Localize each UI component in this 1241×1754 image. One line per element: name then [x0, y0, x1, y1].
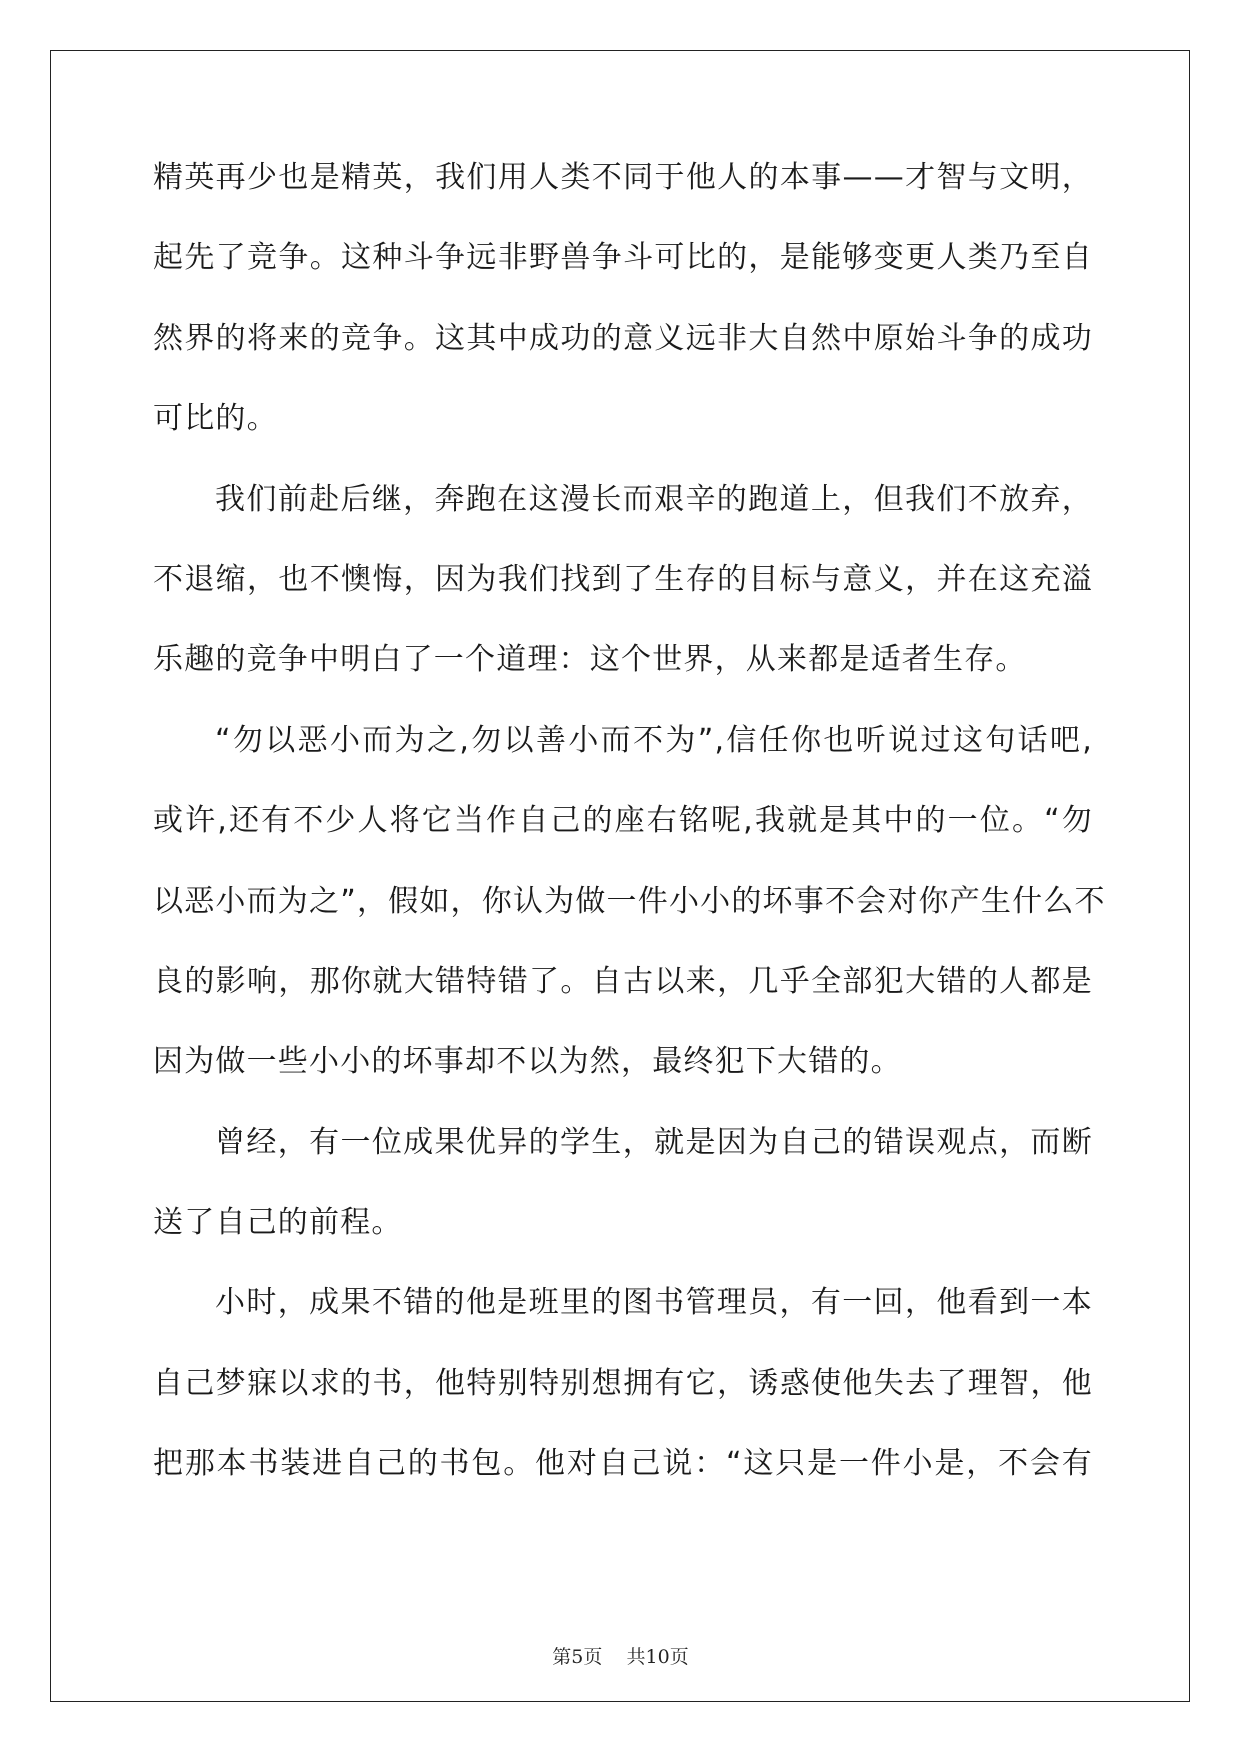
page-footer [0, 1642, 1241, 1669]
footer-spacer [602, 1646, 626, 1668]
text-line: 或许,还有不少人将它当作自己的座右铭呢,我就是其中的一位。“勿 [153, 803, 1093, 839]
text-line: 曾经，有一位成果优异的学生，就是因为自己的错误观点，而断 [215, 1124, 1093, 1160]
text-line: 我们前赴后继，奔跑在这漫长而艰辛的跑道上，但我们不放弃， [215, 481, 1093, 517]
text-line: 送了自己的前程。 [153, 1205, 403, 1241]
text-line: 把那本书装进自己的书包。他对自己说：“这只是一件小是，不会有 [153, 1446, 1093, 1482]
text-line: 不退缩，也不懊悔，因为我们找到了生存的目标与意义，并在这充溢 [153, 561, 1093, 597]
text-line: 精英再少也是精英，我们用人类不同于他人的本事——才智与文明， [153, 160, 1093, 195]
text-line: 自己梦寐以求的书，他特别特别想拥有它，诱惑使他失去了理智，他 [153, 1365, 1093, 1401]
text-line: 因为做一些小小的坏事却不以为然，最终犯下大错的。 [153, 1044, 902, 1080]
text-line: 可比的。 [153, 401, 278, 437]
text-line: 良的影响，那你就大错特错了。自古以来，几乎全部犯大错的人都是 [153, 963, 1093, 999]
text-line: 乐趣的竞争中明白了一个道理：这个世界，从来都是适者生存。 [153, 642, 1027, 678]
text-line: “勿以恶小而为之,勿以善小而不为”,信任你也听说过这句话吧, [215, 722, 1093, 758]
text-line: 然界的将来的竞争。这其中成功的意义远非大自然中原始斗争的成功 [153, 320, 1093, 356]
total-pages: 共10页 [626, 1646, 689, 1668]
text-line: 以恶小而为之”，假如，你认为做一件小小的坏事不会对你产生什么不 [153, 883, 1106, 919]
page-number: 第5页 [552, 1646, 603, 1668]
text-line: 小时，成果不错的他是班里的图书管理员，有一回，他看到一本 [215, 1285, 1093, 1321]
text-line: 起先了竞争。这种斗争远非野兽争斗可比的，是能够变更人类乃至自 [153, 240, 1093, 276]
document-body [153, 160, 1106, 1527]
